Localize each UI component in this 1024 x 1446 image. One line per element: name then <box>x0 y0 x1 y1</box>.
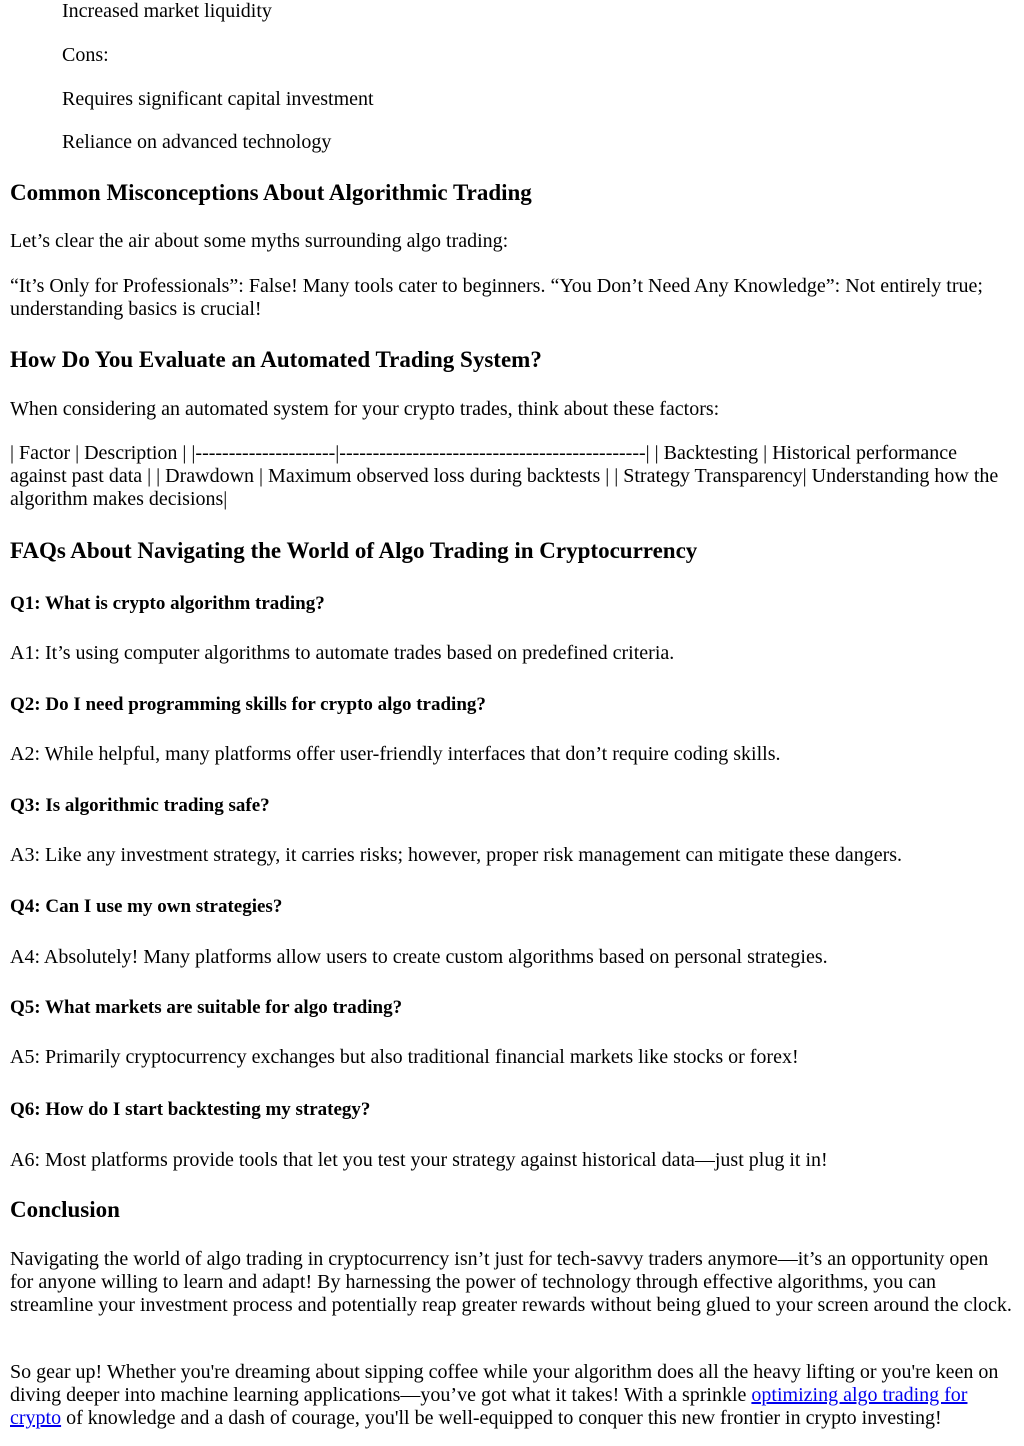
con-item: Requires significant capital investment <box>62 88 374 110</box>
faq-question: Q6: How do I start backtesting my strategy? <box>10 1099 371 1120</box>
faq-answer: A2: While helpful, many platforms offer user-friendly interfaces that don’t require coding skills. <box>10 743 781 765</box>
paragraph: When considering an automated system for your crypto trades, think about these factors: <box>10 398 720 420</box>
section-heading: Conclusion <box>10 1197 120 1222</box>
pro-item: Increased market liquidity <box>62 0 272 22</box>
faq-question: Q2: Do I need programming skills for crypto algo trading? <box>10 694 486 715</box>
faq-question: Q4: Can I use my own strategies? <box>10 896 283 917</box>
paragraph-text: So gear up! Whether you're dreaming about sipping coffee while your algorithm does all the heavy lifting or you're keen on diving deeper into machine learning applications—you’ve got what it takes! With a sprinkle <box>10 1361 999 1406</box>
paragraph-text: of knowledge and a dash of courage, you'll be well-equipped to conquer this new frontier in crypto investing! <box>61 1407 942 1429</box>
faq-answer: A1: It’s using computer algorithms to automate trades based on predefined criteria. <box>10 642 675 664</box>
cons-label: Cons: <box>62 44 109 66</box>
faq-question: Q1: What is crypto algorithm trading? <box>10 593 325 614</box>
faq-answer: A4: Absolutely! Many platforms allow users to create custom algorithms based on personal strategies. <box>10 946 828 968</box>
section-heading: Common Misconceptions About Algorithmic Trading <box>10 180 532 205</box>
section-heading: How Do You Evaluate an Automated Trading System? <box>10 347 542 372</box>
con-item: Reliance on advanced technology <box>62 131 332 153</box>
faq-question: Q3: Is algorithmic trading safe? <box>10 795 270 816</box>
faq-question: Q5: What markets are suitable for algo trading? <box>10 997 403 1018</box>
paragraph: Navigating the world of algo trading in cryptocurrency isn’t just for tech-savvy traders anymore—it’s an opportunity open for anyone willing to learn and adapt! By harnessing the power of technology through effective algorithms, you can streamline your investment process and potentially reap greater rewards without being glued to your screen around the clock. <box>10 1248 1012 1316</box>
faq-answer: A6: Most platforms provide tools that let you test your strategy against historical data—just plug it in! <box>10 1149 828 1171</box>
faq-answer: A5: Primarily cryptocurrency exchanges but also traditional financial markets like stocks or forex! <box>10 1046 799 1068</box>
optimizing-algo-trading-link[interactable]: optimizing algo trading for crypto <box>10 1384 968 1429</box>
faq-answer: A3: Like any investment strategy, it carries risks; however, proper risk management can mitigate these dangers. <box>10 844 903 866</box>
paragraph: Let’s clear the air about some myths surrounding algo trading: <box>10 230 509 252</box>
section-heading: FAQs About Navigating the World of Algo Trading in Cryptocurrency <box>10 538 698 563</box>
paragraph <box>10 1361 1014 1430</box>
markdown-table-text: | Factor | Description | |---------------------|----------------------------------------------| | Backtesting | Historical performance against past data | | Drawdown | Maximum observed loss during backtests | | Strategy Transparency| Understanding how the algorithm makes decisions| <box>10 442 999 510</box>
paragraph: “It’s Only for Professionals”: False! Many tools cater to beginners. “You Don’t Need Any Knowledge”: Not entirely true; understanding basics is crucial! <box>10 275 983 320</box>
